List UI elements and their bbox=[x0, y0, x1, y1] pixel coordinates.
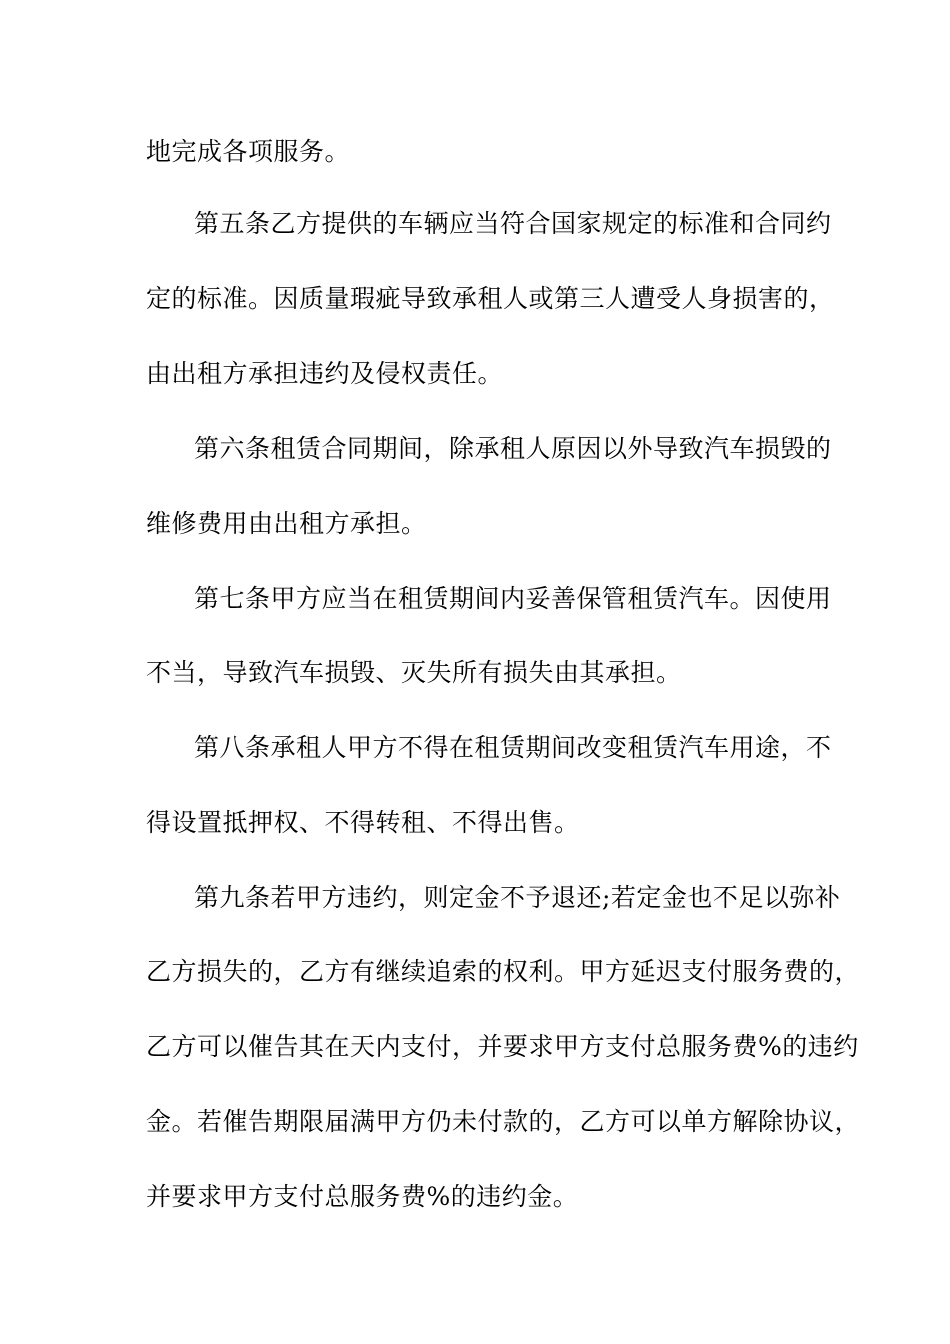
text-line: 乙方损失的，乙方有继续追索的权利。甲方延迟支付服务费的， bbox=[146, 957, 861, 986]
text-line: 金。若催告期限届满甲方仍未付款的，乙方可以单方解除协议， bbox=[146, 1107, 861, 1136]
text-line: 乙方可以催告其在天内支付，并要求甲方支付总服务费%的违约 bbox=[146, 1032, 859, 1061]
text-line: 地完成各项服务。 bbox=[146, 137, 351, 166]
text-line: 维修费用由出租方承担。 bbox=[146, 509, 427, 538]
text-line: 由出租方承担违约及侵权责任。 bbox=[146, 359, 504, 388]
paragraph-article-9-start: 第九条若甲方违约，则定金不予退还;若定金也不足以弥补 bbox=[194, 883, 841, 912]
text-line: 得设置抵押权、不得转租、不得出售。 bbox=[146, 808, 580, 837]
paragraph-article-7-start: 第七条甲方应当在租赁期间内妥善保管租赁汽车。因使用 bbox=[194, 584, 832, 613]
paragraph-article-5-start: 第五条乙方提供的车辆应当符合国家规定的标准和合同约 bbox=[194, 209, 832, 238]
text-line: 定的标准。因质量瑕疵导致承租人或第三人遭受人身损害的， bbox=[146, 284, 835, 313]
text-line: 不当，导致汽车损毁、灭失所有损失由其承担。 bbox=[146, 658, 682, 687]
text-line: 并要求甲方支付总服务费%的违约金。 bbox=[146, 1182, 579, 1211]
paragraph-article-6-start: 第六条租赁合同期间，除承租人原因以外导致汽车损毁的 bbox=[194, 434, 832, 463]
paragraph-article-8-start: 第八条承租人甲方不得在租赁期间改变租赁汽车用途，不 bbox=[194, 733, 832, 762]
